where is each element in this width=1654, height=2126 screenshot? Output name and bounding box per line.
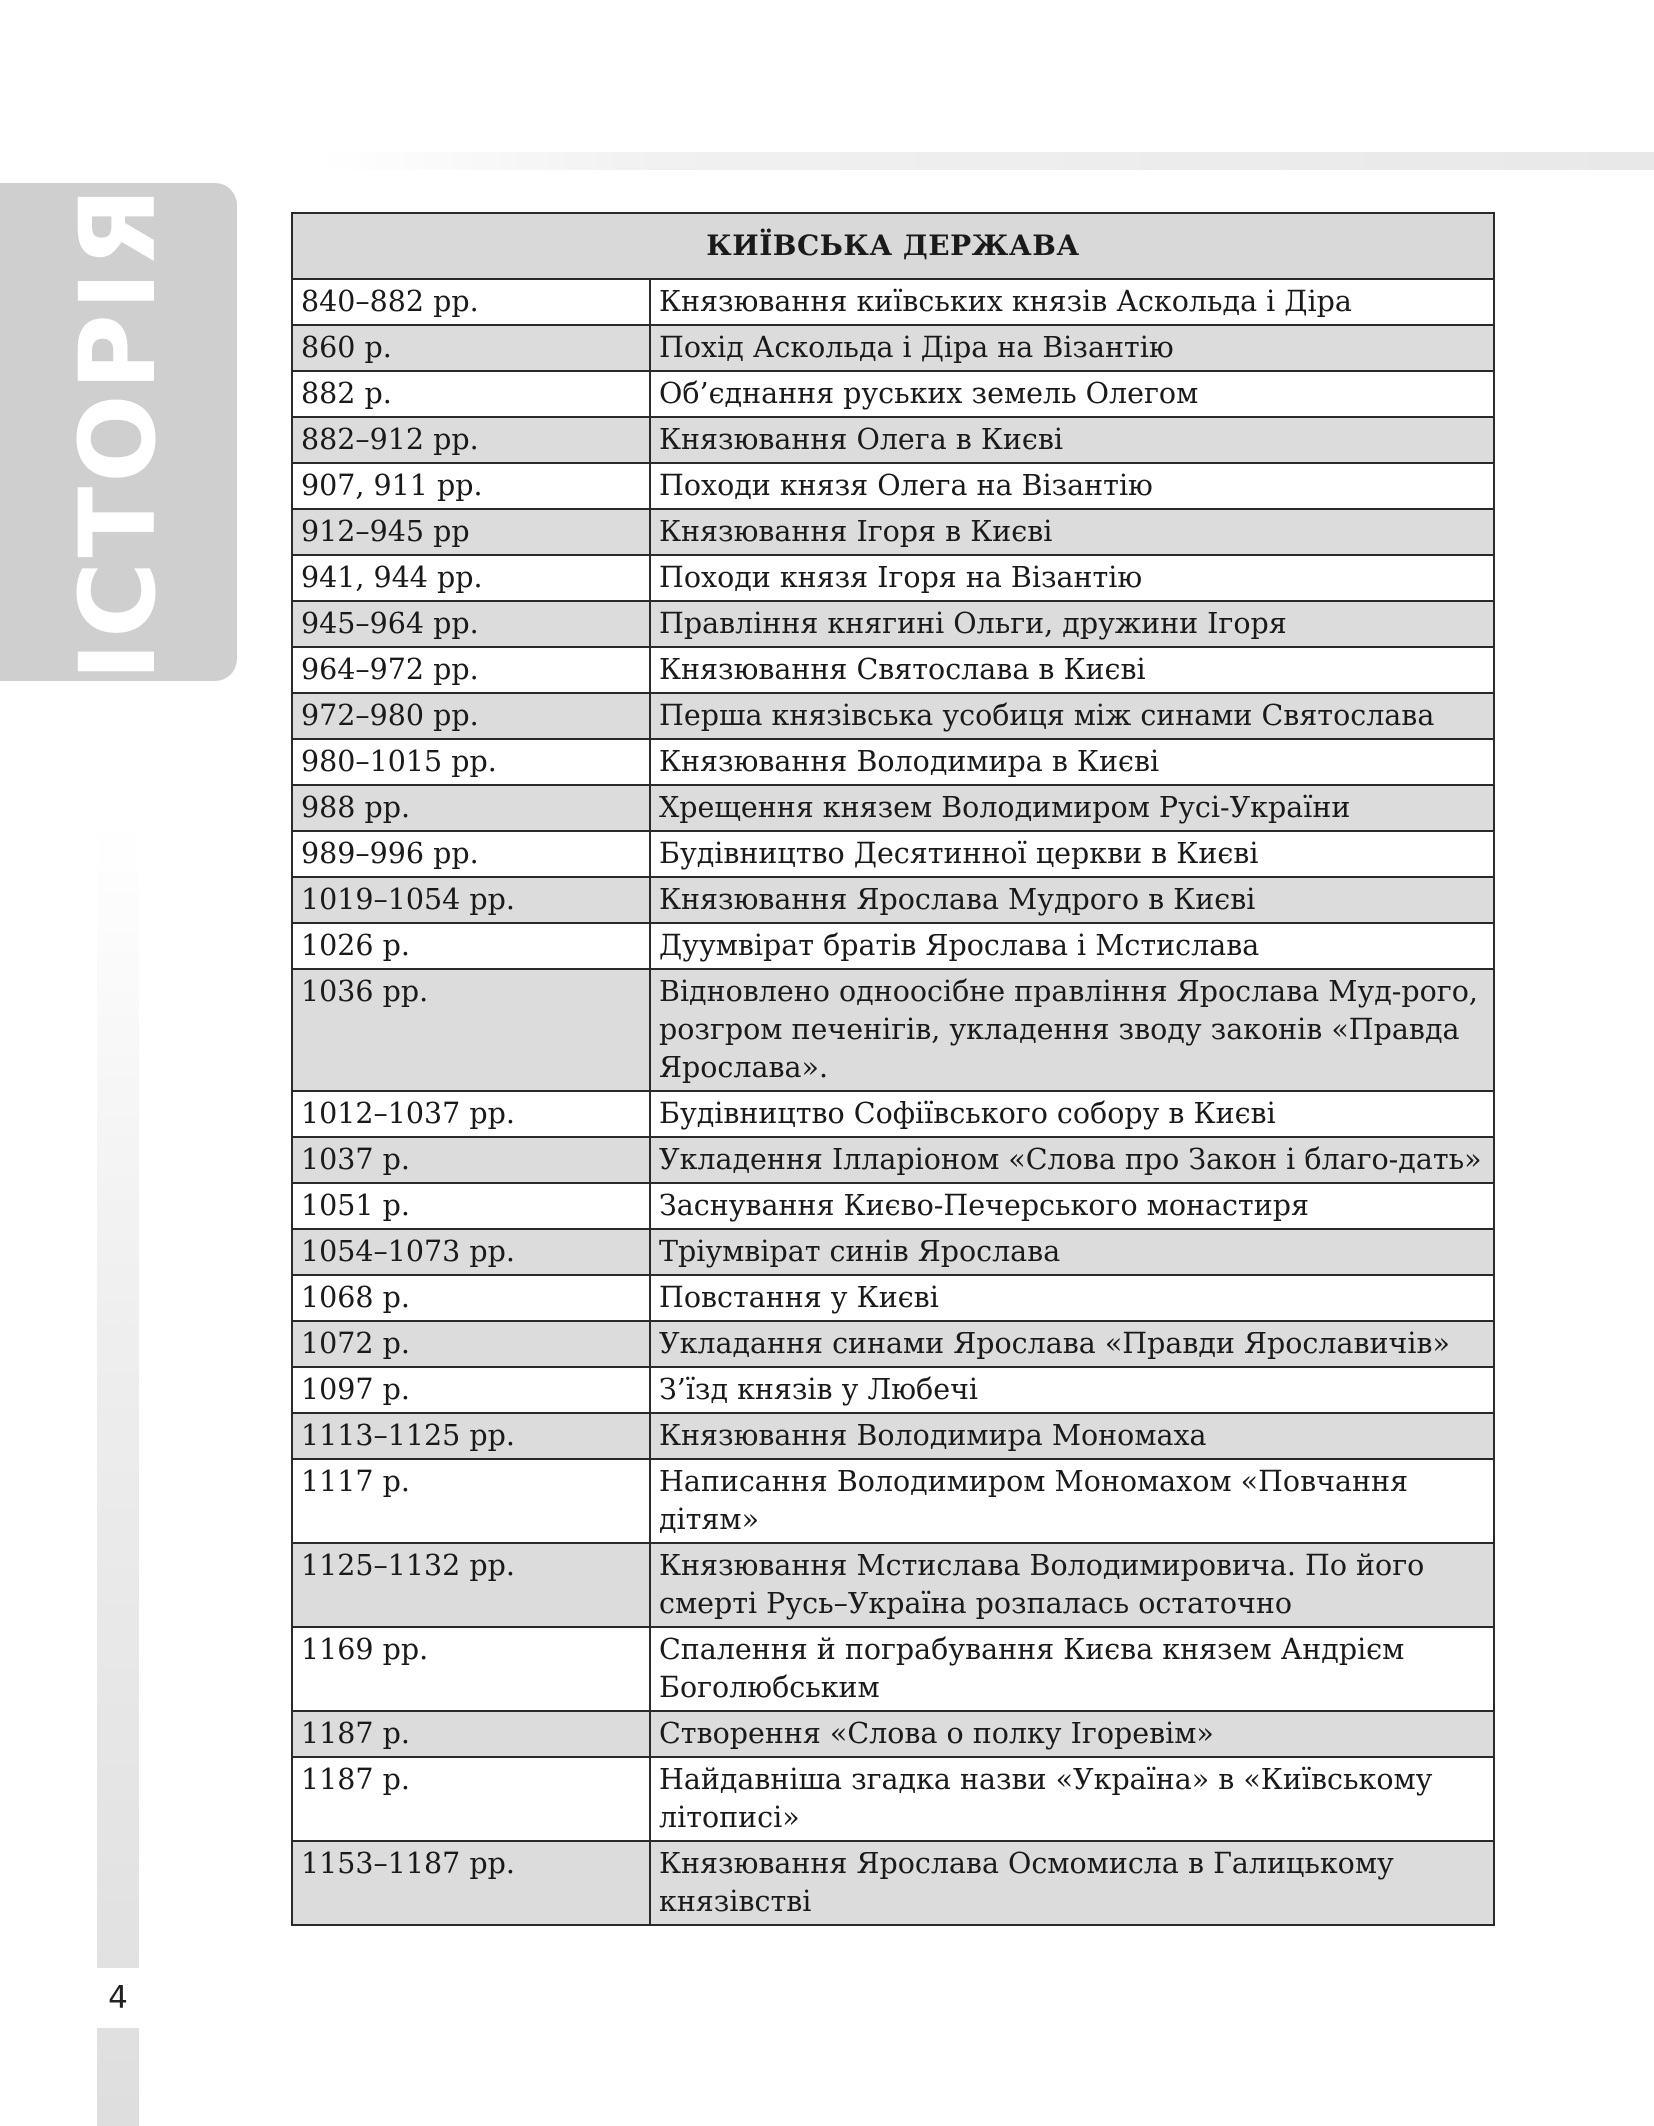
row-event: Князювання Володимира Мономаха (650, 1413, 1494, 1459)
row-event: Похід Аскольда і Діра на Візантію (650, 325, 1494, 371)
row-date: 882 р. (292, 371, 650, 417)
table-header-row (292, 213, 1494, 279)
row-date: 945–964 рр. (292, 601, 650, 647)
row-event: Тріумвірат синів Ярослава (650, 1229, 1494, 1275)
row-date: 972–980 рр. (292, 693, 650, 739)
table-body (292, 279, 1494, 1925)
row-event: Будівництво Софіївського собору в Києві (650, 1091, 1494, 1137)
row-event: Дуумвірат братів Ярослава і Мстислава (650, 923, 1494, 969)
table-row (292, 969, 1494, 1091)
row-event: Укладання синами Ярослава «Правди Ярославичів» (650, 1321, 1494, 1367)
table-row (292, 1137, 1494, 1183)
table-row (292, 1413, 1494, 1459)
row-event: Князювання Ігоря в Києві (650, 509, 1494, 555)
table-row (292, 509, 1494, 555)
section-side-tab-label: ІСТОРІЯ (57, 183, 179, 681)
row-date: 1072 р. (292, 1321, 650, 1367)
table-row (292, 279, 1494, 325)
table-row (292, 1229, 1494, 1275)
row-date: 1125–1132 рр. (292, 1543, 650, 1627)
row-event: Спалення й пограбування Києва князем Андрієм Боголюбським (650, 1627, 1494, 1711)
table-row (292, 1459, 1494, 1543)
row-event: Князювання Святослава в Києві (650, 647, 1494, 693)
row-date: 860 р. (292, 325, 650, 371)
row-event: Повстання у Києві (650, 1275, 1494, 1321)
table-row (292, 1275, 1494, 1321)
page-number: 4 (97, 1968, 139, 2028)
row-date: 1054–1073 рр. (292, 1229, 650, 1275)
row-date: 1153–1187 рр. (292, 1841, 650, 1925)
row-date: 1019–1054 рр. (292, 877, 650, 923)
row-date: 1037 р. (292, 1137, 650, 1183)
row-event: Відновлено одноосібне правління Ярослава Муд-рого, розгром печенігів, укладення зводу законів «Правда Ярослава». (650, 969, 1494, 1091)
table-row (292, 1627, 1494, 1711)
table-row (292, 785, 1494, 831)
table-row (292, 739, 1494, 785)
table-row (292, 877, 1494, 923)
table-row (292, 1367, 1494, 1413)
row-event: Укладення Ілларіоном «Слова про Закон і благо-дать» (650, 1137, 1494, 1183)
table-row (292, 647, 1494, 693)
table-title: КИЇВСЬКА ДЕРЖАВА (292, 213, 1494, 279)
row-date: 1068 р. (292, 1275, 650, 1321)
row-date: 1051 р. (292, 1183, 650, 1229)
row-date: 1036 рр. (292, 969, 650, 1091)
row-event: Написання Володимиром Мономахом «Повчання дітям» (650, 1459, 1494, 1543)
row-event: Перша князівська усобиця між синами Святослава (650, 693, 1494, 739)
row-event: Хрещення князем Володимиром Русі-України (650, 785, 1494, 831)
row-date: 882–912 рр. (292, 417, 650, 463)
row-date: 907, 911 рр. (292, 463, 650, 509)
table-row (292, 1321, 1494, 1367)
row-date: 1117 р. (292, 1459, 650, 1543)
table-row (292, 831, 1494, 877)
row-event: Створення «Слова о полку Ігоревім» (650, 1711, 1494, 1757)
row-date: 1169 рр. (292, 1627, 650, 1711)
row-date: 989–996 рр. (292, 831, 650, 877)
table-row (292, 1543, 1494, 1627)
table-row (292, 693, 1494, 739)
row-event: Заснування Києво-Печерського монастиря (650, 1183, 1494, 1229)
row-event: Князювання Ярослава Мудрого в Києві (650, 877, 1494, 923)
row-date: 1026 р. (292, 923, 650, 969)
row-date: 912–945 рр (292, 509, 650, 555)
row-date: 1012–1037 рр. (292, 1091, 650, 1137)
row-date: 1113–1125 рр. (292, 1413, 650, 1459)
row-event: Об’єднання руських земель Олегом (650, 371, 1494, 417)
table-row (292, 1091, 1494, 1137)
row-date: 1097 р. (292, 1367, 650, 1413)
row-date: 1187 р. (292, 1711, 650, 1757)
row-event: Князювання київських князів Аскольда і Діра (650, 279, 1494, 325)
table-row (292, 325, 1494, 371)
row-event: Походи князя Олега на Візантію (650, 463, 1494, 509)
table-row (292, 371, 1494, 417)
chronology-table (291, 212, 1495, 1926)
table-row (292, 923, 1494, 969)
side-decor-strip (97, 820, 139, 2126)
table-row (292, 417, 1494, 463)
row-event: Князювання Мстислава Володимировича. По його смерті Русь–Україна розпалась остаточно (650, 1543, 1494, 1627)
row-event: З’їзд князів у Любечі (650, 1367, 1494, 1413)
row-event: Князювання Ярослава Осмомисла в Галицькому князівстві (650, 1841, 1494, 1925)
row-event: Правління княгині Ольги, дружини Ігоря (650, 601, 1494, 647)
table-row (292, 601, 1494, 647)
row-date: 1187 р. (292, 1757, 650, 1841)
row-event: Будівництво Десятинної церкви в Києві (650, 831, 1494, 877)
table-row (292, 1711, 1494, 1757)
row-date: 941, 944 рр. (292, 555, 650, 601)
header-decor-band (320, 152, 1654, 170)
row-date: 988 рр. (292, 785, 650, 831)
row-date: 840–882 рр. (292, 279, 650, 325)
table-row (292, 1183, 1494, 1229)
row-event: Найдавніша згадка назви «Україна» в «Київському літописі» (650, 1757, 1494, 1841)
table-row (292, 463, 1494, 509)
row-event: Князювання Олега в Києві (650, 417, 1494, 463)
row-date: 964–972 рр. (292, 647, 650, 693)
row-date: 980–1015 рр. (292, 739, 650, 785)
table-row (292, 1841, 1494, 1925)
table-row (292, 1757, 1494, 1841)
row-event: Князювання Володимира в Києві (650, 739, 1494, 785)
table-row (292, 555, 1494, 601)
row-event: Походи князя Ігоря на Візантію (650, 555, 1494, 601)
